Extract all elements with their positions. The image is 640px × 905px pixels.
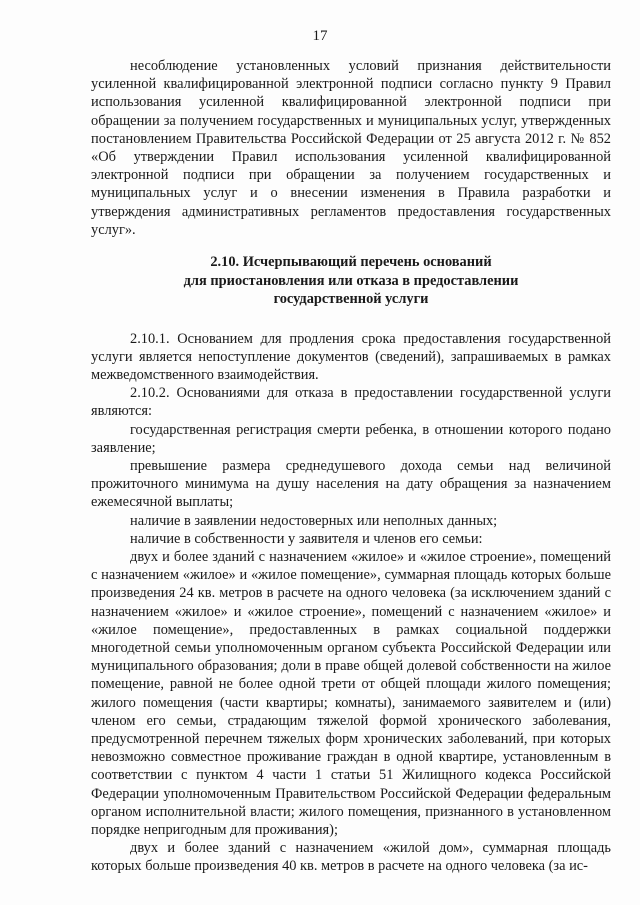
list-item-houses: двух и более зданий с назначением «жилой дом», суммарная площадь которых больше произведения 40 кв. метров в расчете на одного человека (за ис- — [91, 840, 611, 875]
paragraph-intro: несоблюдение установленных условий признания действительности усиленной квалифицированной электронной подписи согласно пункту 9 Правил использования усиленной квалифицированной электронной подписи при обращении за получением государственных и муниципальных услуг, утвержденных постановлением Правительства Российской Федерации от 25 августа 2012 г. № 852 «Об утверждении Правил использования усиленной квалифицированной электронной подписи при обращении за получением государственных и муниципальных услуг и о внесении изменения в Правила разработки и утверждения административных регламентов предоставления государственных услуг». — [91, 58, 611, 238]
section-heading-line: для приостановления или отказа в предоставлении — [183, 272, 519, 289]
page-number: 17 — [312, 28, 328, 44]
list-item-invalid-data: наличие в заявлении недостоверных или неполных данных; — [130, 512, 498, 529]
list-item-death-registration: государственная регистрация смерти ребенка, в отношении которого подано заявление; — [91, 421, 611, 456]
section-heading-line: 2.10. Исчерпывающий перечень оснований — [210, 254, 492, 271]
document-body — [91, 57, 611, 876]
paragraph-2-10-2: 2.10.2. Основаниями для отказа в предоставлении государственной услуги являются: — [91, 385, 611, 420]
list-item-residential-buildings: двух и более зданий с назначением «жилое» и «жилое строение», помещений с назначением «жилое» и «жилое помещение», суммарная площадь которых больше произведения 24 кв. метров в расчете на одного человека (за исключением зданий с назначением «жилое» и «жилое строение», помещений с назначением «жилое» и «жилое помещение», предоставленных в рамках социальной поддержки многодетной семьи уполномоченным органом субъекта Российской Федерации или муниципального образования; доли в праве общей долевой собственности на жилое помещение, равной не более одной трети от общей площади жилого помещения; жилого помещения (части квартиры; комнаты), занимаемого заявителем и (или) членом его семьи, страдающим тяжелой формой хронического заболевания, предусмотренной перечнем тяжелых форм хронических заболеваний, при которых невозможно совместное проживание граждан в одной квартире, установленным в соответствии с пунктом 4 части 1 статьи 51 Жилищного кодекса Российской Федерации уполномоченным Правительством Российской Федерации федеральным органом исполнительной власти; жилого помещения, признанного в установленном порядке непригодным для проживания); — [91, 548, 611, 839]
section-heading — [91, 253, 611, 309]
paragraph-2-10-1: 2.10.1. Основанием для продления срока предоставления государственной услуги является непоступление документов (сведений), запрашиваемых в рамках межведомственного взаимодействия. — [91, 330, 611, 383]
section-heading-line: государственной услуги — [273, 291, 429, 308]
list-item-income-excess: превышение размера среднедушевого дохода семьи над величиной прожиточного минимума на душу населения на дату обращения за назначением ежемесячной выплаты; — [91, 457, 611, 511]
list-item-property-ownership: наличие в собственности у заявителя и членов его семьи: — [130, 530, 483, 547]
